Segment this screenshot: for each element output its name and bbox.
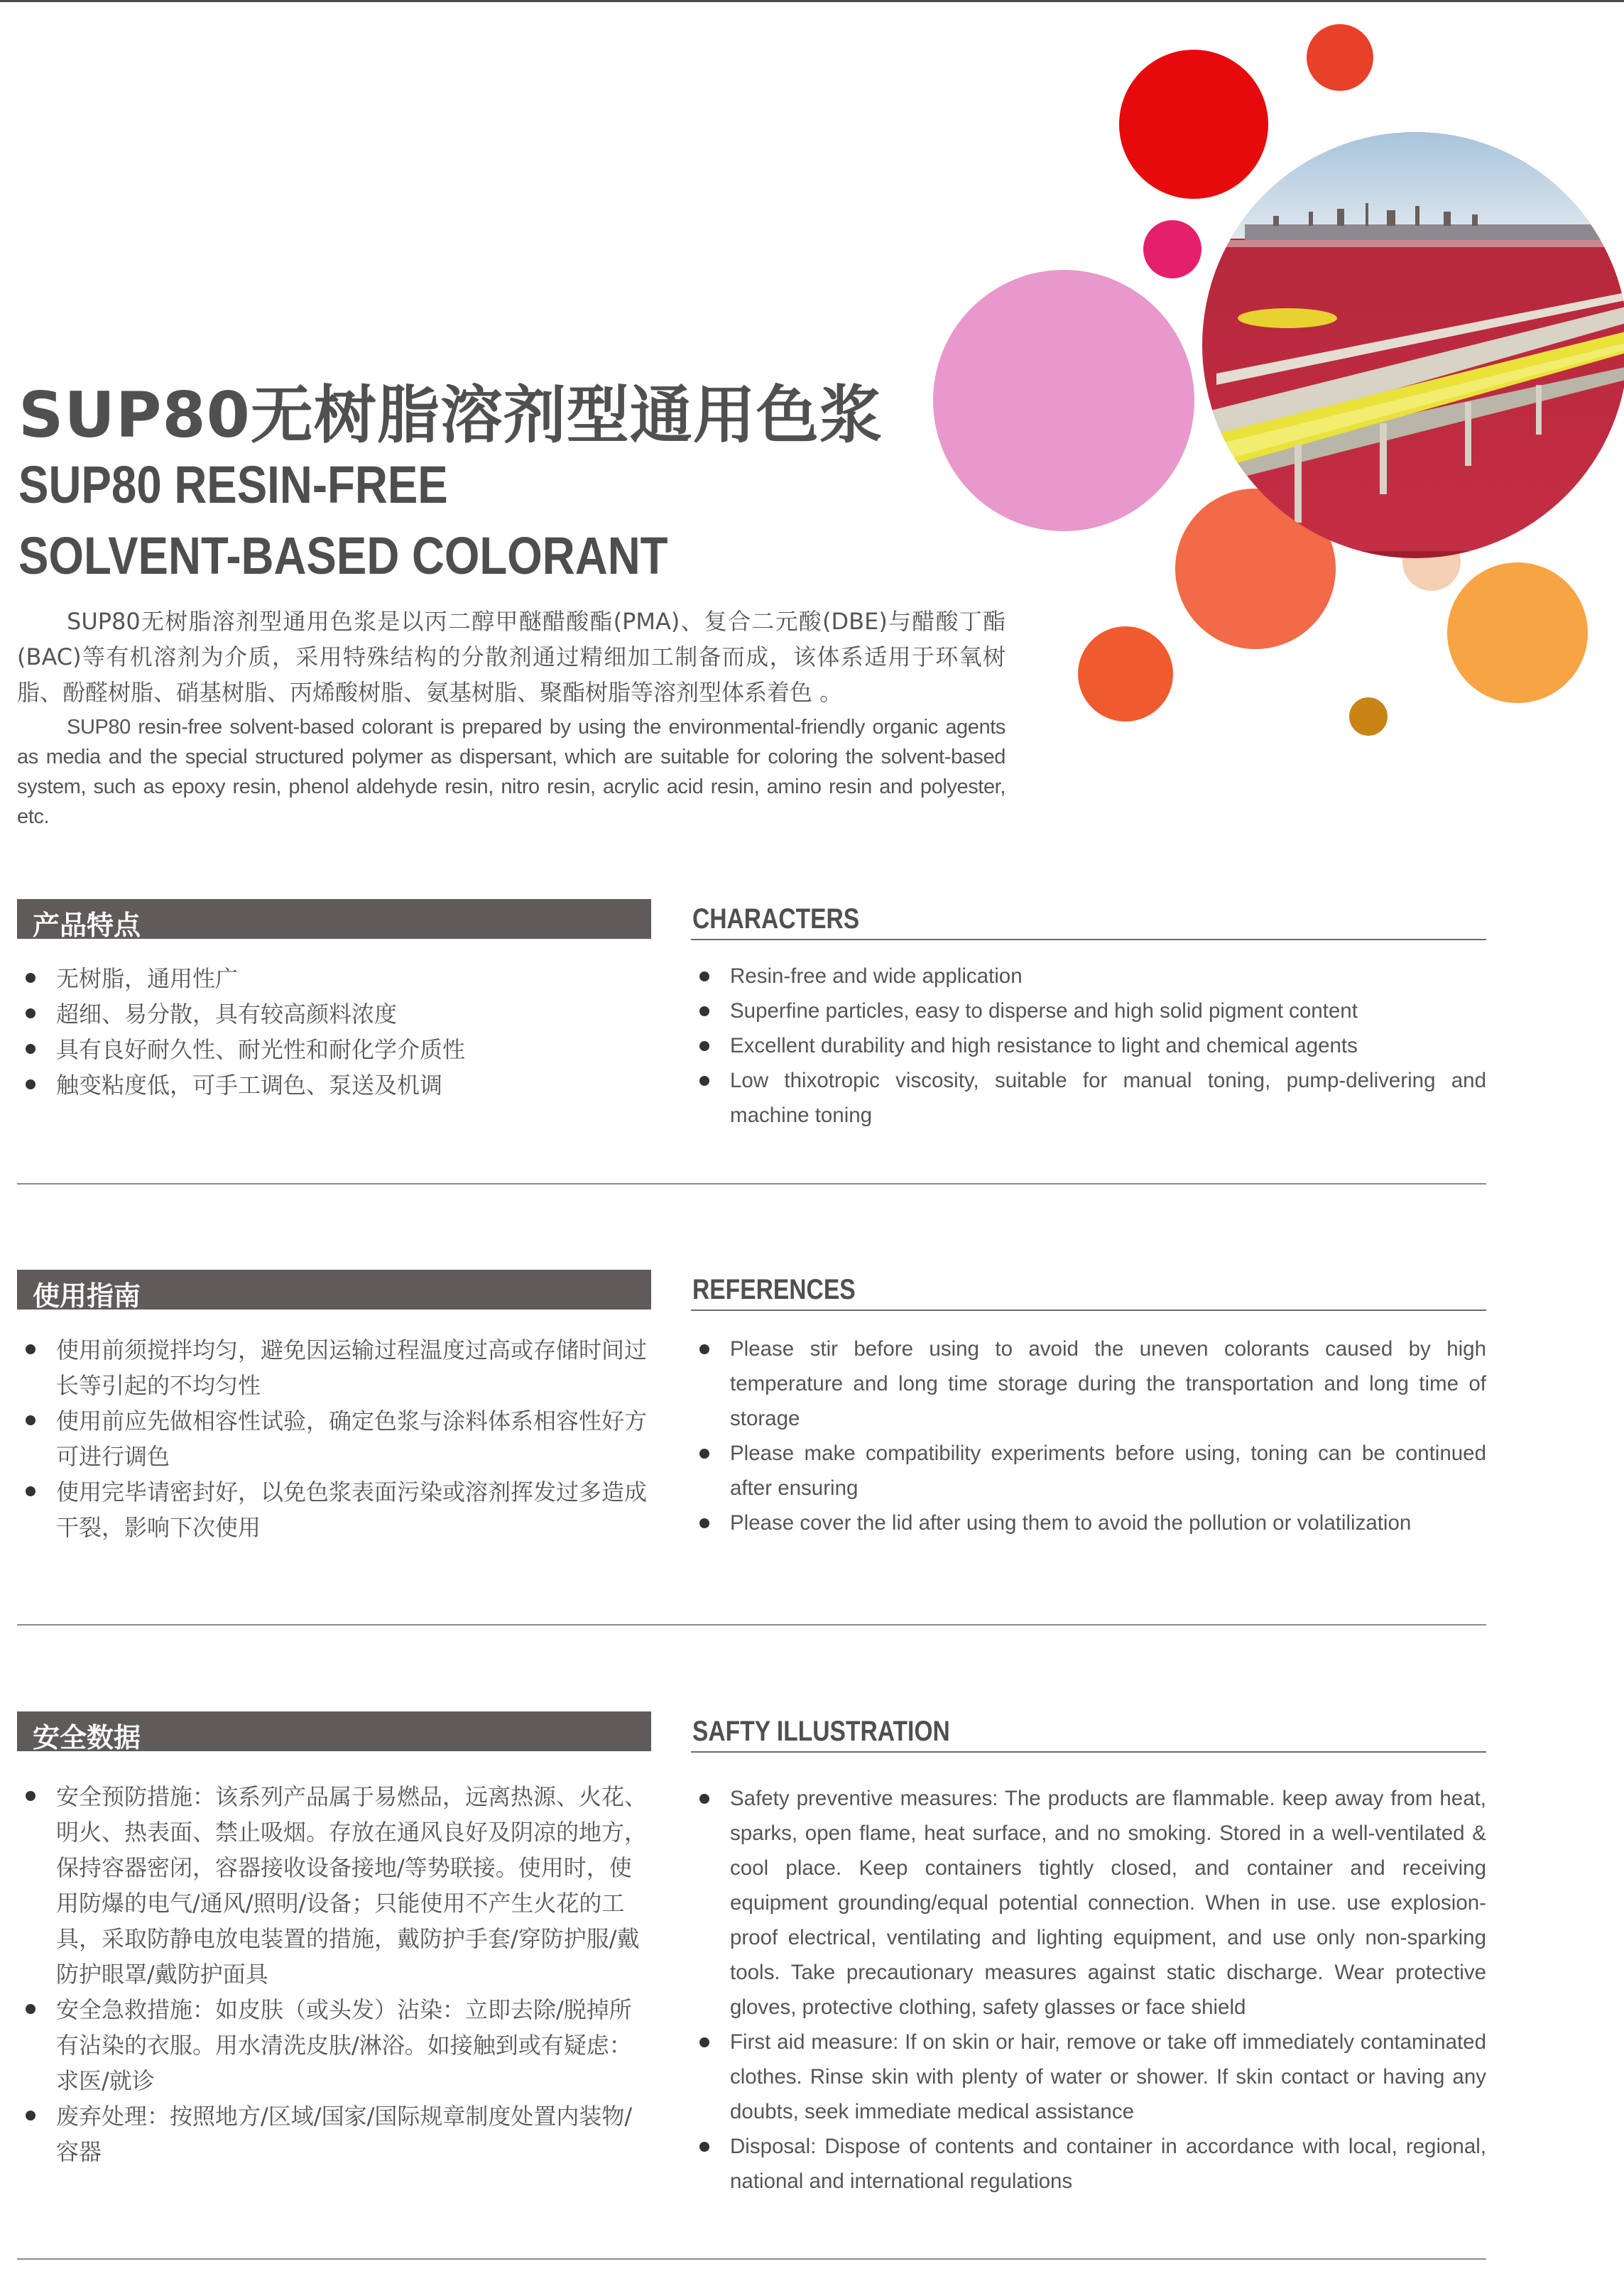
list-item: 无树脂，通用性广 xyxy=(17,961,651,996)
section-header-references-cn xyxy=(17,1270,651,1310)
section-header-safety-cn xyxy=(17,1711,651,1751)
list-item: 安全预防措施：该系列产品属于易燃品，远离热源、火花、明火、热表面、禁止吸烟。存放在通风良好及阴凉的地方，保持容器密闭，容器接收设备接地/等势联接。使用时，使用防爆的电气/通风/照明/设备；只能使用不产生火花的工具，采取防静电放电装置的措施，戴防护手套/穿防护服/戴防护眼罩/戴防护面具 xyxy=(17,1779,651,1992)
circle-red-large xyxy=(1119,50,1268,199)
list-item: 使用前应先做相容性试验，确定色浆与涂料体系相容性好方可进行调色 xyxy=(17,1403,651,1474)
list-item: First aid measure: If on skin or hair, remove or take off immediately contaminated clothes. Rinse skin with plenty of water or shower. If skin contact or having any doubts, seek immediate medical assistance xyxy=(691,2025,1486,2129)
section-header-references-en xyxy=(691,1270,1486,1311)
section-title-cn: 产品特点 xyxy=(33,910,141,941)
top-rule xyxy=(0,0,1624,2)
section-title-en: CHARACTERS xyxy=(692,903,860,935)
section-divider xyxy=(17,1624,1486,1626)
section-title-cn: 使用指南 xyxy=(33,1280,141,1312)
list-item: Please stir before using to avoid the uneven colorants caused by high temperature and long time storage during the transportation and long time of storage xyxy=(691,1332,1486,1436)
list-item: 具有良好耐久性、耐光性和耐化学介质性 xyxy=(17,1032,651,1067)
list-item: Superfine particles, easy to disperse and high solid pigment content xyxy=(691,993,1486,1028)
section-header-characters-en xyxy=(691,899,1486,940)
page-title-en-line2: SOLVENT-BASED COLORANT xyxy=(18,526,668,585)
list-item: Excellent durability and high resistance to light and chemical agents xyxy=(691,1028,1486,1063)
list-item: 废弃处理：按照地方/区域/国家/国际规章制度处置内装物/容器 xyxy=(17,2098,651,2170)
intro-paragraph-en: SUP80 resin-free solvent-based colorant is prepared by using the environmental-friendly organic agents as media and the special structured polymer as dispersant, which are suitable for coloring the solvent-based system, such as epoxy resin, phenol aldehyde resin, nitro resin, acrylic acid resin, amino resin and polyester, etc. xyxy=(17,716,1006,828)
circle-orange-right xyxy=(1447,562,1588,703)
list-item: Safety preventive measures: The products are flammable. keep away from heat, sparks, open flame, heat surface, and no smoking. Stored in a well-ventilated & cool place. Keep containers tightly closed, and container and receiving equipment grounding/equal potential connection. When in use. use explosion-proof electrical, ventilating and lighting equipment, and use only non-sparking tools. Take precautionary measures against static discharge. Wear protective gloves, protective clothing, safety glasses or face shield xyxy=(691,1781,1486,2025)
list-item: 安全急救措施：如皮肤（或头发）沾染：立即去除/脱掉所有沾染的衣服。用水清洗皮肤/淋浴。如接触到或有疑虑：求医/就诊 xyxy=(17,1992,651,2098)
list-item: 超细、易分散，具有较高颜料浓度 xyxy=(17,996,651,1032)
list-item: 使用前须搅拌均匀，避免因运输过程温度过高或存储时间过长等引起的不均匀性 xyxy=(17,1332,651,1403)
safety-list-cn xyxy=(17,1779,651,2170)
pipeline-photo xyxy=(1202,132,1624,558)
list-item: Resin-free and wide application xyxy=(691,959,1486,993)
safety-list-en xyxy=(691,1781,1486,2199)
section-header-safety-en xyxy=(691,1711,1486,1753)
characters-list-cn xyxy=(17,961,651,1103)
circle-orange-left xyxy=(1078,626,1173,722)
list-item: Disposal: Dispose of contents and container in accordance with local, regional, national and international regulations xyxy=(691,2129,1486,2199)
section-title-en: SAFTY ILLUSTRATION xyxy=(692,1716,950,1747)
section-title-en: REFERENCES xyxy=(692,1274,856,1305)
list-item: 触变粘度低，可手工调色、泵送及机调 xyxy=(17,1067,651,1103)
circle-pink-large xyxy=(933,270,1194,531)
pipeline-photo-graphic xyxy=(1202,132,1624,558)
section-title-cn: 安全数据 xyxy=(33,1722,141,1753)
section-divider xyxy=(17,2258,1486,2260)
circle-orange-top xyxy=(1307,24,1373,91)
list-item: Low thixotropic viscosity, suitable for manual toning, pump-delivering and machine toning xyxy=(691,1063,1486,1133)
list-item: Please cover the lid after using them to avoid the pollution or volatilization xyxy=(691,1506,1486,1540)
list-item: Please make compatibility experiments before using, toning can be continued after ensuring xyxy=(691,1436,1486,1506)
references-list-en xyxy=(691,1332,1486,1540)
list-item: 使用完毕请密封好，以免色浆表面污染或溶剂挥发过多造成干裂，影响下次使用 xyxy=(17,1474,651,1545)
references-list-cn xyxy=(17,1332,651,1545)
section-header-characters-cn xyxy=(17,899,651,939)
intro-paragraph-cn: SUP80无树脂溶剂型通用色浆是以丙二醇甲醚醋酸酯(PMA)、复合二元酸(DBE)与醋酸丁酯(BAC)等有机溶剂为介质，采用特殊结构的分散剂通过精细加工制备而成，该体系适用于环氧树脂、酚醛树脂、硝基树脂、丙烯酸树脂、氨基树脂、聚酯树脂等溶剂型体系着色 。 xyxy=(17,608,1006,706)
page-title-cn: SUP80无树脂溶剂型通用色浆 xyxy=(18,379,883,452)
page-title-en-line1: SUP80 RESIN-FREE xyxy=(18,455,448,514)
circle-brown-small xyxy=(1349,697,1388,736)
characters-list-en xyxy=(691,959,1486,1133)
circle-magenta-small xyxy=(1143,220,1201,278)
section-divider xyxy=(17,1183,1486,1185)
